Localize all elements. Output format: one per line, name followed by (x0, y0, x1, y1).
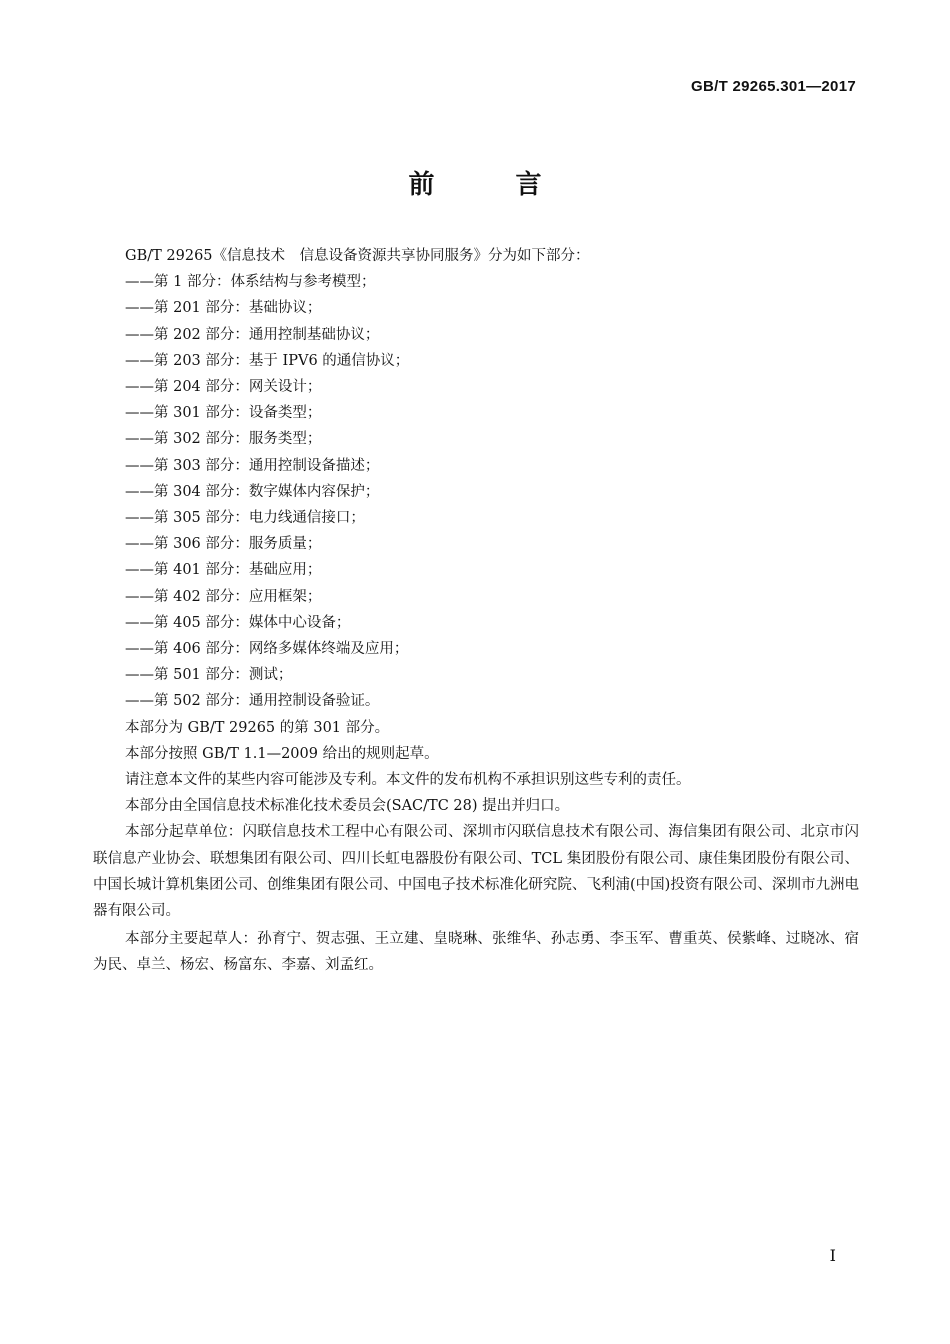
list-item: ——第 502 部分：通用控制设备验证。 (125, 693, 380, 710)
part-statement: 本部分为 GB/T 29265 的第 301 部分。 (125, 719, 390, 736)
list-item: ——第 202 部分：通用控制基础协议； (125, 326, 380, 343)
patent-notice: 请注意本文件的某些内容可能涉及专利。本文件的发布机构不承担识别这些专利的责任。 (125, 772, 691, 789)
committee-statement: 本部分由全国信息技术标准化技术委员会(SAC/TC 28) 提出并归口。 (125, 798, 570, 815)
list-item: ——第 305 部分：电力线通信接口； (125, 510, 365, 527)
list-item: ——第 301 部分：设备类型； (125, 405, 322, 422)
list-item: ——第 1 部分：体系结构与参考模型； (125, 274, 376, 291)
document-body (93, 243, 859, 979)
parts-list (93, 269, 859, 714)
list-item: ——第 501 部分：测试； (125, 667, 293, 684)
list-item: ——第 201 部分：基础协议； (125, 300, 322, 317)
drafting-units-paragraph: 本部分起草单位：闪联信息技术工程中心有限公司、深圳市闪联信息技术有限公司、海信集团有限公司、北京市闪联信息产业协会、联想集团有限公司、四川长虹电器股份有限公司、TCL 集团股份有限公司、康佳集团股份有限公司、中国长城计算机集团公司、创维集团有限公司、中国电子技术标准化研究院、飞利浦(中国)投资有限公司、深圳市九洲电器有限公司。 (93, 824, 859, 920)
list-item: ——第 405 部分：媒体中心设备； (125, 614, 351, 631)
list-item: ——第 402 部分：应用框架； (125, 588, 322, 605)
list-item: ——第 203 部分：基于 IPV6 的通信协议； (125, 352, 410, 369)
standard-number: GB/T 29265.301—2017 (691, 78, 856, 95)
drafting-rules-statement: 本部分按照 GB/T 1.1—2009 给出的规则起草。 (125, 745, 439, 762)
list-item: ——第 401 部分：基础应用； (125, 562, 322, 579)
list-item: ——第 304 部分：数字媒体内容保护； (125, 483, 380, 500)
list-item: ——第 204 部分：网关设计； (125, 379, 322, 396)
list-item: ——第 306 部分：服务质量； (125, 536, 322, 553)
list-item: ——第 303 部分：通用控制设备描述； (125, 457, 380, 474)
intro-paragraph: GB/T 29265《信息技术 信息设备资源共享协同服务》分为如下部分： (125, 248, 590, 264)
list-item: ——第 302 部分：服务类型； (125, 431, 322, 448)
drafters-paragraph: 本部分主要起草人：孙育宁、贺志强、王立建、皇晓琳、张维华、孙志勇、李玉军、曹重英、侯紫峰、过晓冰、宿为民、卓兰、杨宏、杨富东、李嘉、刘孟红。 (93, 931, 859, 974)
list-item: ——第 406 部分：网络多媒体终端及应用； (125, 641, 409, 658)
page-number: I (829, 1246, 836, 1265)
page-title: 前 言 (408, 170, 578, 200)
